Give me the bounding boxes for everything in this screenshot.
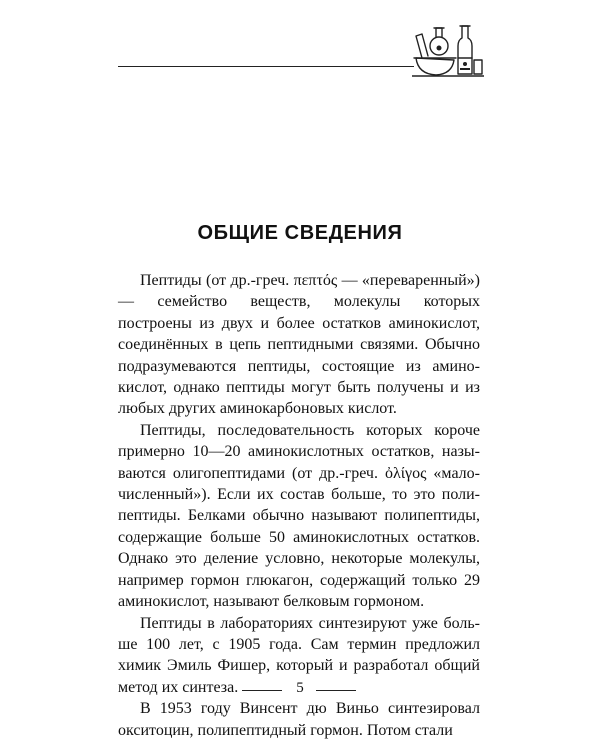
- paragraph: Пептиды в лабораториях синтезируют уже больше 100 лет, с 1905 года. Сам термин предложил химик Эмиль Фишер, который и разработал общий метод их синтеза.: [118, 614, 480, 696]
- paragraph: В 1953 году Винсент дю Виньо синтезировал окситоцин, полипептидный гормон. Потом стали: [118, 700, 480, 739]
- header-rule: [118, 66, 414, 67]
- page-number: 5: [296, 680, 304, 696]
- page-title: ОБЩИЕ СВЕДЕНИЯ: [197, 222, 403, 244]
- alchemy-vessels-icon: [412, 18, 484, 78]
- page-footer: [0, 680, 600, 700]
- paragraph: Пептиды (от др.-греч. πεπτός — «переваренный») — семейство веществ, молекулы которых построены из двух и более остатков аминокислот, соединённых в цепь пептидными связями. Обычно подразумеваются пептиды, состоящие из аминокислот, однако пептиды могут быть получены и из любых других аминокарбоновых кислот.: [118, 272, 480, 418]
- footer-dash-left: [242, 690, 282, 691]
- footer-dash-right: [316, 690, 356, 691]
- body-text: [118, 270, 480, 741]
- paragraph: Пептиды, последовательность которых короче примерно 10—20 аминокислотных остатков, называются олигопептидами (от др.-греч. ὀλίγος «малочисленный»). Если их состав больше, то это полипептиды. Белками обычно называют полипептиды, содержащие больше 50 аминокислотных остатков. Однако это деление условно, некоторые молекулы, например гормон глюкагон, содержащий только 29 аминокислот, называют белковым гормоном.: [118, 421, 480, 611]
